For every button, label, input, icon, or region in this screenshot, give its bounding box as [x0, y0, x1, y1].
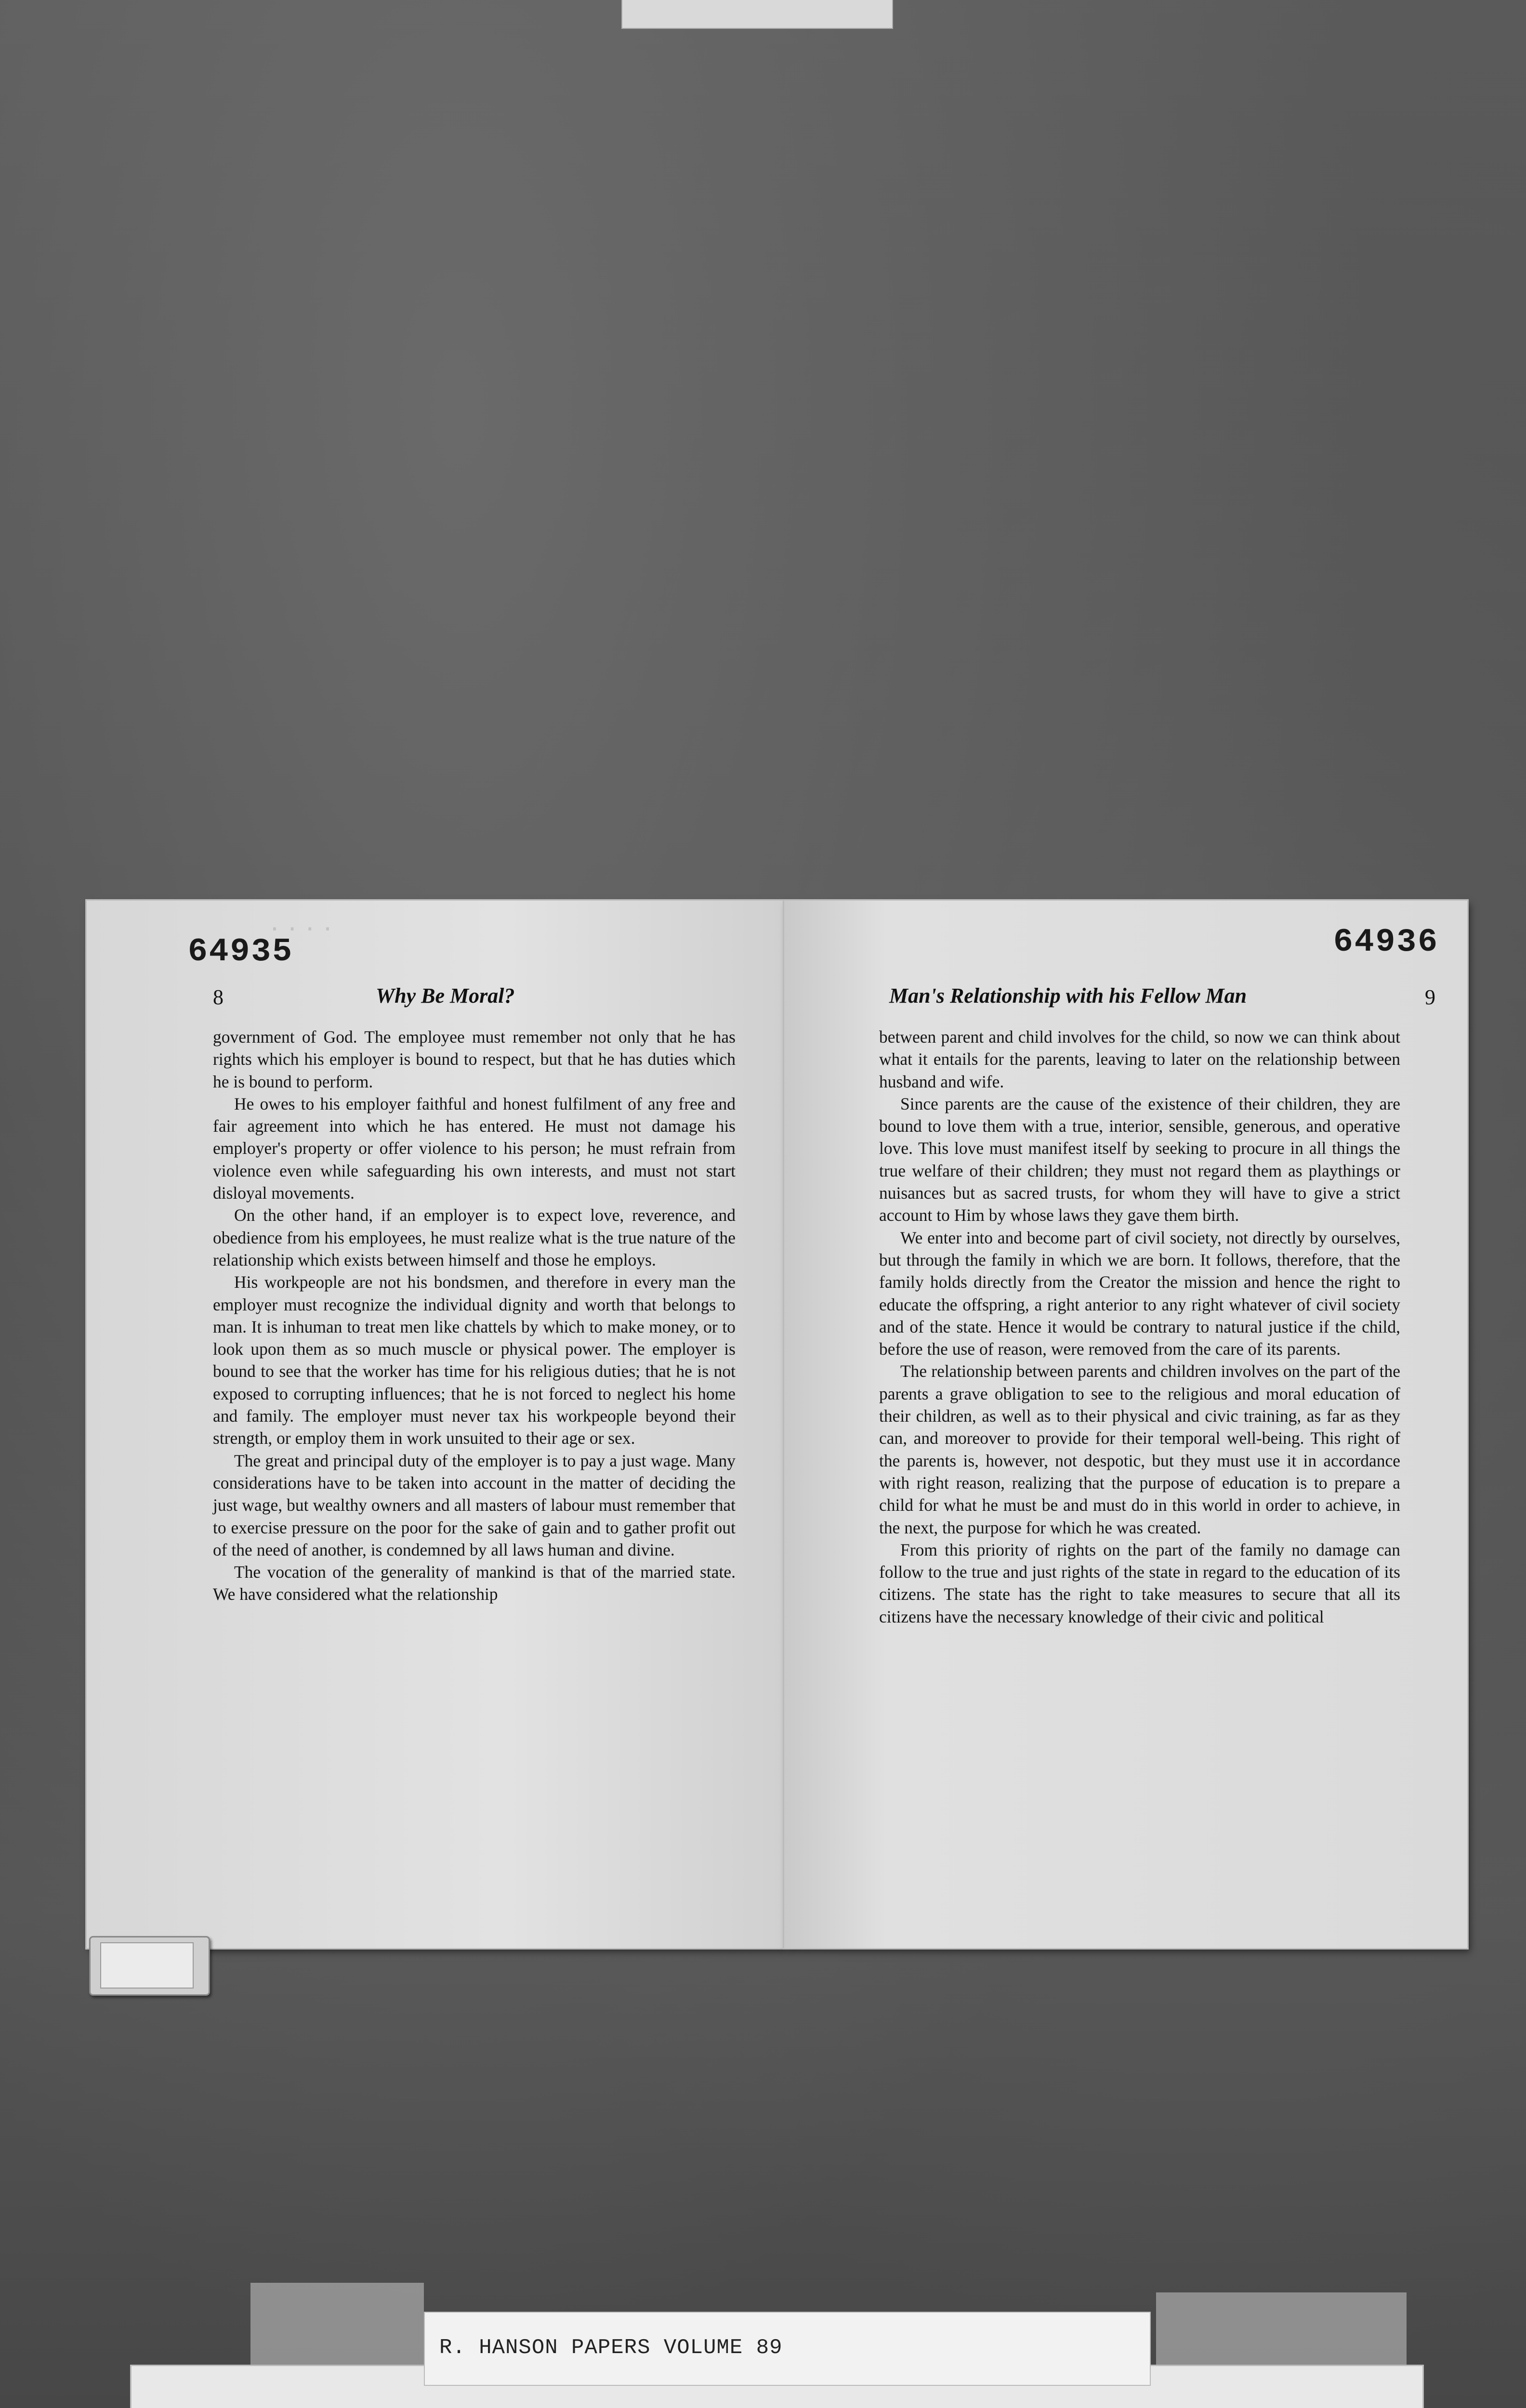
right-page-number: 9 — [1425, 985, 1435, 1009]
bleed-through-text: · · · · — [270, 911, 332, 943]
paragraph: The great and principal duty of the employer is to pay a just wage. Many considerations have to be taken into account in the matter of deciding the just wage, but wealthy owners and all masters of labour must remember that to exercise pressure on the poor for the sake of gain and to gather profit out of the need of another, is condemned by all laws human and divine. — [213, 1451, 736, 1559]
left-running-title: Why Be Moral? — [376, 984, 515, 1008]
tape-piece — [250, 2283, 424, 2365]
collection-label — [424, 2312, 1151, 2386]
paragraph: The vocation of the generality of mankind is that of the married state. We have considered what the relationship — [213, 1562, 736, 1604]
paragraph: We enter into and become part of civil society, not directly by ourselves, but through the family in which we are born. It follows, therefore, that the family holds directly from the Creator the mission and hence the right to educate the offspring, a right anterior to any right whatever of civil society and of the state. Hence it would be contrary to natural justice if the child, before the use of reason, were removed from the care of its parents. — [879, 1228, 1400, 1359]
paragraph: between parent and child involves for the child, so now we can think about what it entails for the parents, leaving to later on the relationship between husband and wife. — [879, 1027, 1400, 1091]
paragraph: Since parents are the cause of the existence of their children, they are bound to love them with a true, interior, sensible, generous, and operative love. This love must manifest itself by seeking to procure in all things the true welfare of their children; they must not regard them as playthings or nuisances but as sacred trusts, for whom they will have to give a strict account to Him by whose laws they gave them birth. — [879, 1094, 1400, 1225]
left-page — [87, 901, 784, 1948]
paragraph: He owes to his employer faithful and honest fulfilment of any free and fair agreement into which he has entered. He must not damage his employer's property or offer violence to his person; he must refrain from violence even while safeguarding his own interests, and must not start disloyal movements. — [213, 1094, 736, 1203]
paragraph: On the other hand, if an employer is to expect love, reverence, and obedience from his employees, he must realize what is the true nature of the relationship which exists between himself and those he employs. — [213, 1205, 736, 1269]
paragraph: His workpeople are not his bondsmen, and therefore in every man the employer must recognize the individual dignity and worth that belongs to man. It is inhuman to treat men like chattels by which to make money, or to look upon them as so much muscle or physical power. The employer is bound to see that the worker has time for his religious duties; that he is not exposed to corrupting influences; that he is not forced to neglect his home and family. The employer must never tax his workpeople beyond their strength, or employ them in work unsuited to their age or sex. — [213, 1272, 736, 1448]
binder-clip — [89, 1936, 210, 1996]
collection-label-text: R. HANSON PAPERS VOLUME 89 — [439, 2336, 783, 2360]
right-running-title: Man's Relationship with his Fellow Man — [889, 984, 1247, 1008]
open-booklet — [72, 901, 1469, 1950]
paragraph: The relationship between parents and children involves on the part of the parents a grave obligation to see to the religious and moral education of their children, as well as to their physical and civic training, as far as they can, and moreover to provide for their temporal well-being. This right of the parents is, however, not despotic, but they must use it in accordance with right reason, realizing that the purpose of education is to prepare a child for what he must be and must do in this world in order to achieve, in the next, the purpose for which he was created. — [879, 1361, 1400, 1537]
stamp-number-left: 64935 — [188, 933, 294, 970]
left-page-number: 8 — [213, 985, 224, 1009]
top-paper-tab — [621, 0, 893, 29]
left-body-text — [213, 1026, 736, 1606]
paragraph: From this priority of rights on the part of the family no damage can follow to the true and just rights of the state in regard to the education of its citizens. The state has the right to take measures to secure that all its citizens have the necessary knowledge of their civic and political — [879, 1540, 1400, 1626]
right-body-text — [879, 1026, 1400, 1628]
paragraph: government of God. The employee must remember not only that he has rights which his employer is bound to respect, but that he has duties which he is bound to perform. — [213, 1027, 736, 1091]
stamp-number-right: 64936 — [1333, 924, 1439, 961]
